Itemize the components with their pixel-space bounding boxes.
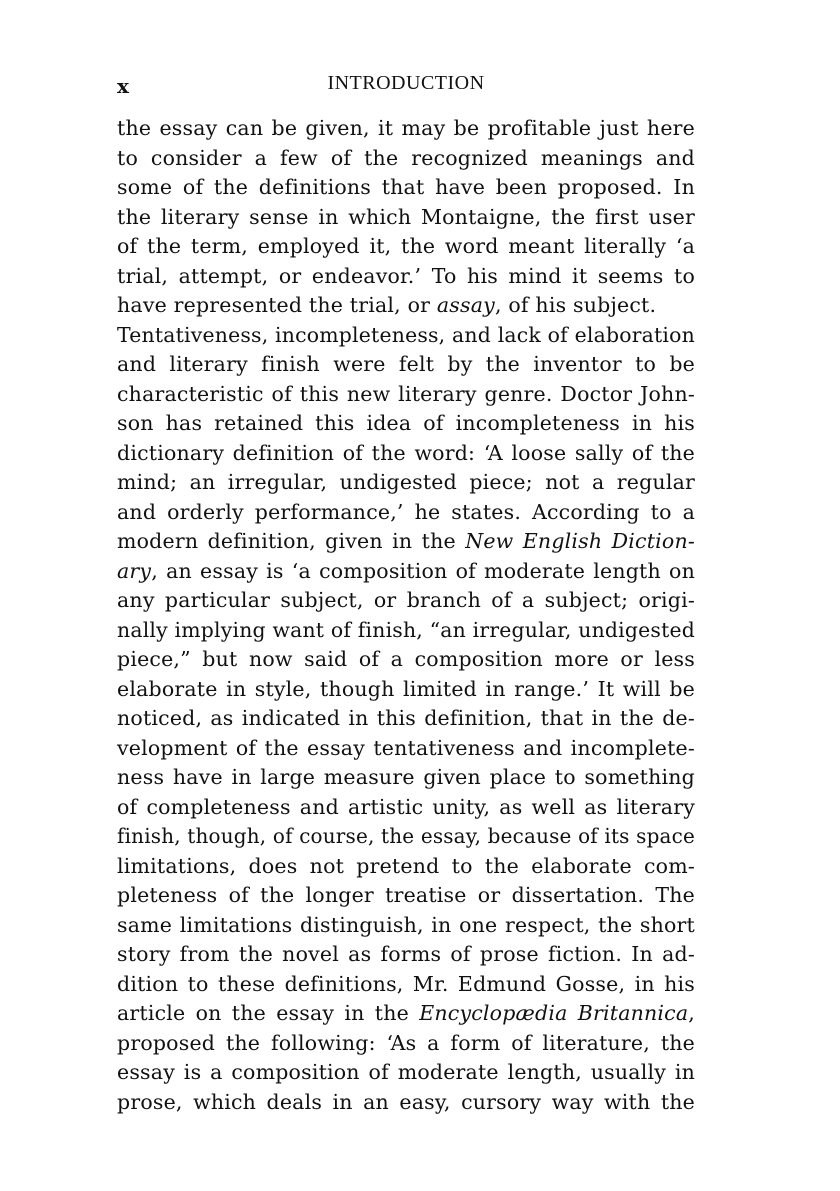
line-text: Tentativeness, incompleteness, and lack of elaboration bbox=[117, 322, 695, 347]
text-line bbox=[117, 1029, 695, 1059]
line-text: modern definition, given in the bbox=[117, 529, 466, 553]
line-text: any particular subject, or branch of a subject; origi- bbox=[117, 588, 695, 612]
line-text: piece,” but now said of a composition more or less bbox=[117, 647, 695, 671]
text-line bbox=[117, 734, 695, 764]
line-text: limitations, does not pretend to the elaborate com- bbox=[117, 853, 695, 878]
line-text-tail: , an essay is ‘a composition of moderate length on bbox=[151, 558, 695, 583]
line-text: elaborate in style, though limited in range.’ It will be bbox=[117, 676, 695, 701]
line-text: dictionary definition of the word: ‘A loose sally of the bbox=[117, 440, 695, 465]
text-line bbox=[117, 793, 695, 823]
italic-text: New English Diction- bbox=[465, 529, 695, 553]
text-line bbox=[117, 1058, 695, 1088]
line-text: son has retained this idea of incompleteness in his bbox=[117, 411, 695, 435]
text-line bbox=[117, 970, 695, 1000]
line-text: some of the definitions that have been proposed. In bbox=[117, 175, 695, 199]
text-line bbox=[117, 557, 695, 587]
text-line bbox=[117, 881, 695, 911]
line-text: nally implying want of finish, “an irregular, undigested bbox=[117, 617, 695, 642]
line-text: noticed, as indicated in this definition, that in the de- bbox=[117, 706, 695, 730]
line-text-tail: , of his subject. bbox=[494, 293, 657, 317]
line-text: trial, attempt, or endeavor.’ To his mind it seems to bbox=[117, 263, 695, 288]
line-text: ness have in large measure given place to something bbox=[117, 765, 695, 789]
text-line bbox=[117, 203, 695, 233]
text-line bbox=[117, 999, 695, 1029]
text-line bbox=[117, 439, 695, 469]
text-line bbox=[117, 173, 695, 203]
line-text: the essay can be given, it may be profitable just here bbox=[117, 116, 695, 140]
line-text: mind; an irregular, undigested piece; not a regular bbox=[117, 470, 695, 494]
line-text: dition to these definitions, Mr. Edmund Gosse, in his bbox=[117, 971, 695, 996]
text-line bbox=[117, 940, 695, 970]
line-text: and literary finish were felt by the inventor to be bbox=[117, 352, 695, 376]
text-line bbox=[117, 291, 695, 321]
text-line bbox=[117, 675, 695, 705]
text-line bbox=[117, 704, 695, 734]
italic-text: ary bbox=[117, 558, 152, 583]
text-line bbox=[117, 822, 695, 852]
text-line bbox=[117, 616, 695, 646]
text-line bbox=[117, 586, 695, 616]
line-text-tail: , bbox=[688, 1001, 695, 1025]
line-text: finish, though, of course, the essay, because of its space bbox=[117, 824, 695, 848]
text-line bbox=[117, 262, 695, 292]
page-number: x bbox=[117, 74, 129, 98]
text-line bbox=[117, 380, 695, 410]
text-line bbox=[117, 911, 695, 941]
text-line bbox=[117, 144, 695, 174]
text-line bbox=[117, 232, 695, 262]
line-text: prose, which deals in an easy, cursory way with the bbox=[117, 1089, 695, 1114]
text-line bbox=[117, 645, 695, 675]
text-line bbox=[117, 763, 695, 793]
text-line bbox=[117, 350, 695, 380]
line-text: and orderly performance,’ he states. According to a bbox=[117, 499, 695, 524]
text-line bbox=[117, 468, 695, 498]
line-text: of the term, employed it, the word meant literally ‘a bbox=[117, 234, 695, 258]
text-line bbox=[117, 527, 695, 557]
italic-text: assay bbox=[436, 293, 495, 317]
text-line bbox=[117, 409, 695, 439]
page-header-title: INTRODUCTION bbox=[327, 72, 485, 94]
line-text: pleteness of the longer treatise or dissertation. The bbox=[117, 883, 695, 907]
text-line bbox=[117, 1088, 695, 1118]
line-text: essay is a composition of moderate length, usually in bbox=[117, 1060, 695, 1084]
line-text: characteristic of this new literary genre. Doctor John- bbox=[117, 381, 695, 406]
running-head bbox=[117, 72, 695, 102]
line-text: have represented the trial, or bbox=[117, 293, 437, 317]
line-text: the literary sense in which Montaigne, the first user bbox=[117, 204, 695, 229]
line-text: of completeness and artistic unity, as well as literary bbox=[117, 794, 695, 819]
italic-text: Encyclopædia Britannica bbox=[419, 1001, 689, 1025]
text-line bbox=[117, 852, 695, 882]
line-text: velopment of the essay tentativeness and incomplete- bbox=[117, 735, 695, 760]
line-text: to consider a few of the recognized meanings and bbox=[117, 145, 695, 170]
line-text: same limitations distinguish, in one respect, the short bbox=[117, 912, 695, 937]
text-line bbox=[117, 114, 695, 144]
line-text: article on the essay in the bbox=[117, 1001, 420, 1025]
line-text: story from the novel as forms of prose fiction. In ad- bbox=[117, 942, 695, 966]
line-text: proposed the following: ‘As a form of literature, the bbox=[117, 1030, 695, 1055]
text-line bbox=[117, 498, 695, 528]
body-text bbox=[117, 114, 695, 1117]
text-line bbox=[117, 321, 695, 351]
